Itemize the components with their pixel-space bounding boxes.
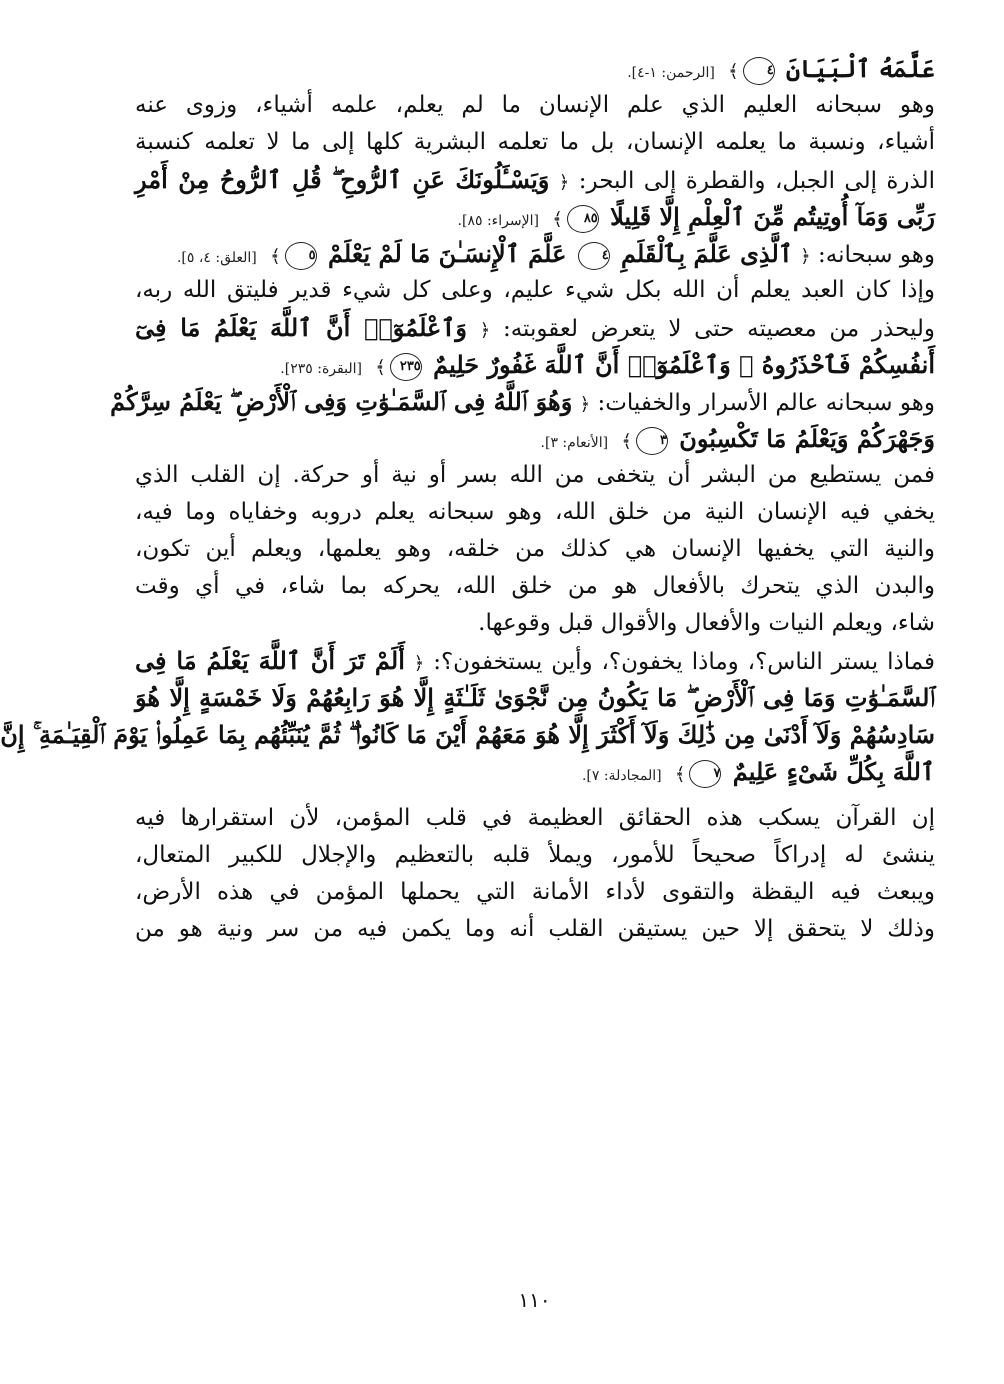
ornament-open: ﴿	[800, 246, 811, 267]
ornament-close: ﴾	[375, 357, 386, 378]
text-line	[135, 642, 935, 679]
ornament-close: ﴾	[621, 431, 632, 452]
ayah-number-badge: ٥	[285, 242, 317, 270]
text-line	[135, 50, 935, 87]
quran-verse: ٱللَّهَ بِكُلِّ شَىْءٍ عَلِيمٌ	[732, 757, 935, 786]
text-line	[135, 346, 935, 383]
text-line: ينشئ له إدراكاً صحيحاً للأمور، ويملأ قلبه بالتعظيم والإجلال للكبير المتعال،	[135, 842, 935, 868]
body-text: الذرة إلى الجبل، والقطرة إلى البحر:	[578, 168, 936, 194]
ornament-close: ﴾	[674, 764, 686, 785]
text-line	[135, 235, 935, 272]
text-line: أشياء، ونسبة ما يعلمه الإنسان، بل ما تعلمه البشرية كلها إلى ما لا تعلمه كنسبة	[135, 129, 935, 155]
text-line	[0, 716, 935, 753]
text-line: فمن يستطيع من البشر أن يتخفى من الله بسر أو نية أو حركة. إن القلب الذي	[135, 462, 935, 488]
quran-verse: وَجَهْرَكُمْ وَيَعْلَمُ مَا تَكْسِبُونَ	[679, 424, 935, 453]
verse-reference: [العلق: ٤، ٥].	[176, 250, 257, 266]
text-line: إن القرآن يسكب هذه الحقائق العظيمة في قلب المؤمن، لأن استقرارها فيه	[135, 805, 935, 831]
text-line	[135, 420, 935, 457]
ornament-open: ﴿	[413, 653, 425, 674]
body-text: وليحذر من معصيته حتى لا يتعرض لعقوبته:	[502, 316, 936, 342]
quran-verse: ٱلسَّمَـٰوَٰتِ وَمَا فِى ٱلْأَرْضِ ۖ مَا يَكُونُ مِن نَّجْوَىٰ ثَلَـٰثَةٍ إِلَّا هُوَ رَابِعُهُمْ وَلَا خَمْسَةٍ إِلَّا هُوَ	[135, 683, 935, 712]
ayah-number-badge: ٣	[636, 427, 668, 455]
text-line: والبدن الذي يتحرك بالأفعال هو من خلق الله، يحركه بما شاء، في أي وقت	[135, 573, 935, 599]
verse-reference: [المجادلة: ٧].	[581, 768, 662, 784]
ornament-close: ﴾	[270, 246, 281, 267]
verse-reference: [الإسراء: ٨٥].	[457, 213, 539, 229]
ayah-number-badge: ٧	[689, 760, 721, 788]
ayah-number-badge: ٤	[743, 57, 775, 85]
text-line	[135, 198, 935, 235]
quran-verse: رَبِّى وَمَآ أُوتِيتُم مِّنَ ٱلْعِلْمِ إِلَّا قَلِيلًا	[610, 202, 935, 231]
body-text: وهو سبحانه:	[818, 242, 935, 268]
text-line: ويبعث فيه اليقظة والتقوى لأداء الأمانة التي يحملها المؤمن في هذه الأرض،	[135, 879, 935, 905]
body-text: وهو سبحانه عالم الأسرار والخفيات:	[597, 390, 935, 416]
verse-reference: [البقرة: ٢٣٥].	[280, 361, 362, 377]
quran-verse: أَلَمْ تَرَ أَنَّ ٱللَّهَ يَعْلَمُ مَا فِى	[135, 646, 405, 675]
text-line	[135, 309, 935, 346]
text-line: والنية التي يخفيها الإنسان هي كذلك من خلقه، وهو يعلمها، ويعلم أين تكون،	[135, 536, 935, 562]
ayah-number-badge: ٨٥	[567, 205, 599, 233]
page-body	[0, 50, 936, 948]
page-number: ١١٠	[518, 1288, 551, 1312]
verse-reference: [الرحمن: ١-٤].	[627, 65, 715, 81]
text-line	[135, 679, 935, 716]
text-line	[110, 383, 935, 420]
text-line: وهو سبحانه العليم الذي علم الإنسان ما لم يعلم، علمه أشياء، وزوى عنه	[135, 92, 935, 118]
body-text: فماذا يستر الناس؟، وماذا يخفون؟، وأين يستخفون؟:	[433, 649, 935, 675]
quran-verse: عَلَّمَهُ ٱلْبَيَانَ	[786, 54, 935, 83]
quran-verse: ٱلَّذِى عَلَّمَ بِٱلْقَلَمِ	[621, 239, 793, 268]
text-line: يخفي فيه الإنسان النية من خلق الله، وهو سبحانه يعلم دروبه وخفاياه وما فيه،	[135, 499, 935, 525]
text-line: شاء، ويعلم النيات والأفعال والأقوال قبل وقوعها.	[478, 610, 935, 636]
quran-verse: أَنفُسِكُمْ فَٱحْذَرُوهُ ۚ وَٱعْلَمُوٓا۟ أَنَّ ٱللَّهَ غَفُورٌ حَلِيمٌ	[433, 350, 935, 379]
quran-verse: سَادِسُهُمْ وَلَآ أَدْنَىٰ مِن ذَٰلِكَ وَلَآ أَكْثَرَ إِلَّا هُوَ مَعَهُمْ أَيْنَ مَا كَانُوا۟ ۖ ثُمَّ يُنَبِّئُهُم بِمَا عَمِلُوا۟ يَوْمَ ٱلْقِيَـٰمَةِ ۚ إِنَّ	[0, 720, 935, 749]
quran-verse: وَٱعْلَمُوٓا۟ أَنَّ ٱللَّهَ يَعْلَمُ مَا فِىٓ	[135, 313, 467, 342]
ayah-number-badge: ٤	[578, 242, 610, 270]
ornament-close: ﴾	[552, 209, 563, 230]
quran-verse: وَيَسْـَٔلُونَكَ عَنِ ٱلرُّوحِ ۖ قُلِ ٱلرُّوحُ مِنْ أَمْرِ	[135, 165, 550, 194]
text-line: وإذا كان العبد يعلم أن الله بكل شيء عليم، وعلى كل شيء قدير فليتق الله ربه،	[135, 277, 936, 303]
ornament-open: ﴿	[479, 320, 491, 341]
ornament-open: ﴿	[579, 394, 591, 415]
verse-reference: [الأنعام: ٣].	[540, 435, 609, 451]
quran-verse: وَهُوَ ٱللَّهُ فِى ٱلسَّمَـٰوَٰتِ وَفِى ٱلْأَرْضِ ۖ يَعْلَمُ سِرَّكُمْ	[110, 387, 573, 416]
quran-verse: عَلَّمَ ٱلْإِنسَـٰنَ مَا لَمْ يَعْلَمْ	[327, 239, 567, 268]
ornament-open: ﴿	[558, 172, 570, 193]
text-line	[135, 753, 935, 790]
ayah-number-badge: ٢٣٥	[390, 353, 422, 381]
text-line: وذلك لا يتحقق إلا حين يستيقن القلب أنه وما يكمن فيه من سر ونية هو من	[135, 916, 935, 942]
paragraph-gap	[135, 790, 935, 800]
ornament-close: ﴾	[728, 61, 739, 82]
text-line	[135, 161, 935, 198]
